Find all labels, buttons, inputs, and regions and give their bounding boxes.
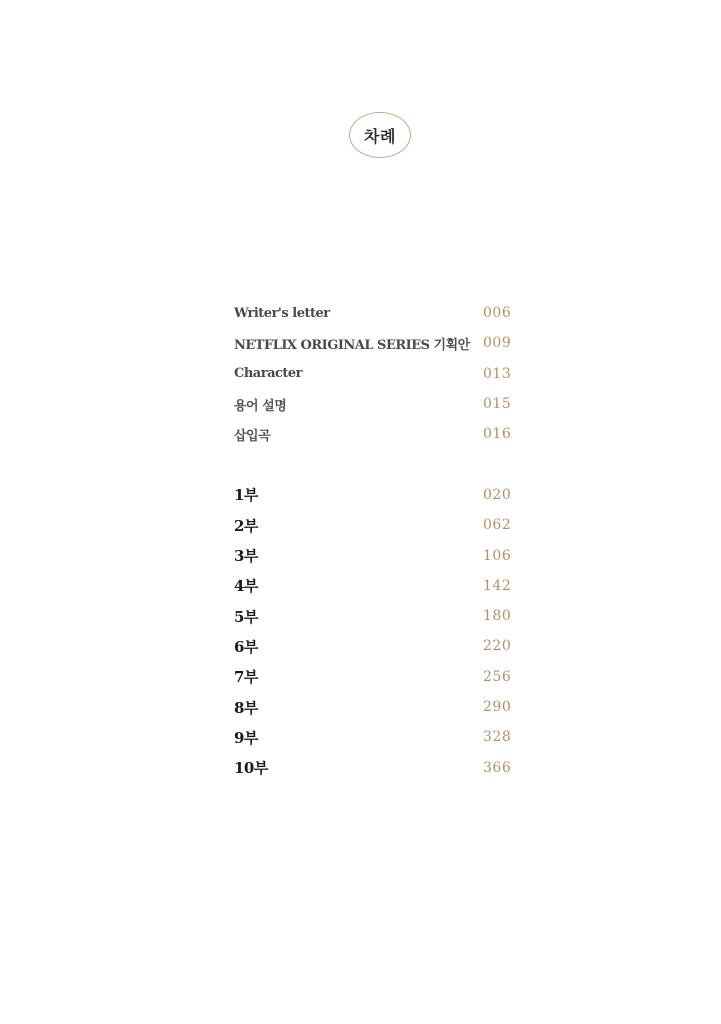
toc-part-label: 7부: [234, 668, 258, 687]
toc-part-page: 256: [483, 668, 512, 685]
toc-part-item[interactable]: [234, 601, 524, 631]
toc-part-page: 020: [483, 486, 512, 503]
toc-part-item[interactable]: [234, 510, 524, 540]
toc-part-page: 290: [483, 699, 512, 715]
toc-part-label: 9부: [234, 728, 258, 747]
toc-title-badge: [349, 112, 411, 158]
toc-part-label: 1부: [234, 486, 258, 505]
toc-item-label: NETFLIX ORIGINAL SERIES 기획안: [234, 337, 470, 353]
toc-item-page: 016: [483, 426, 512, 443]
toc-part-label: 4부: [234, 577, 258, 596]
toc-part-item[interactable]: [234, 722, 524, 752]
toc-part-page: 180: [483, 608, 512, 625]
toc-part-label: 8부: [234, 698, 258, 717]
toc-part-page: 106: [483, 547, 512, 564]
toc-item-page: 013: [483, 365, 512, 382]
toc-part-item[interactable]: [234, 752, 524, 782]
toc-part-item[interactable]: [234, 692, 524, 722]
toc-part-label: 5부: [234, 607, 258, 626]
toc-item[interactable]: [234, 419, 524, 449]
toc-part-label: 6부: [234, 637, 258, 656]
toc-part-page: 062: [483, 517, 512, 534]
toc-item[interactable]: [234, 298, 524, 328]
toc-part-label: 10부: [234, 759, 268, 778]
toc-part-label: 3부: [234, 547, 258, 566]
toc-part-item[interactable]: [234, 662, 524, 692]
table-of-contents: [234, 298, 524, 783]
toc-part-page: 366: [483, 759, 512, 776]
toc-item[interactable]: [234, 389, 524, 419]
toc-item[interactable]: [234, 328, 524, 358]
section-spacer: [234, 449, 524, 479]
toc-item-label: 용어 설명: [234, 398, 287, 414]
toc-item-page: 015: [483, 396, 512, 413]
toc-part-item[interactable]: [234, 631, 524, 661]
toc-part-item[interactable]: [234, 571, 524, 601]
toc-part-page: 328: [483, 729, 512, 746]
toc-part-item[interactable]: [234, 540, 524, 570]
toc-item-label: 삽입곡: [234, 428, 271, 444]
toc-item[interactable]: [234, 359, 524, 389]
toc-item-label: Writer's letter: [234, 305, 330, 321]
toc-item-page: 009: [483, 335, 512, 352]
toc-item-page: 006: [483, 305, 512, 322]
toc-part-page: 142: [483, 577, 512, 594]
toc-part-page: 220: [483, 638, 512, 655]
toc-item-label: Character: [234, 366, 303, 382]
toc-part-label: 2부: [234, 516, 258, 535]
page-title: 차례: [364, 126, 396, 146]
toc-part-item[interactable]: [234, 480, 524, 510]
